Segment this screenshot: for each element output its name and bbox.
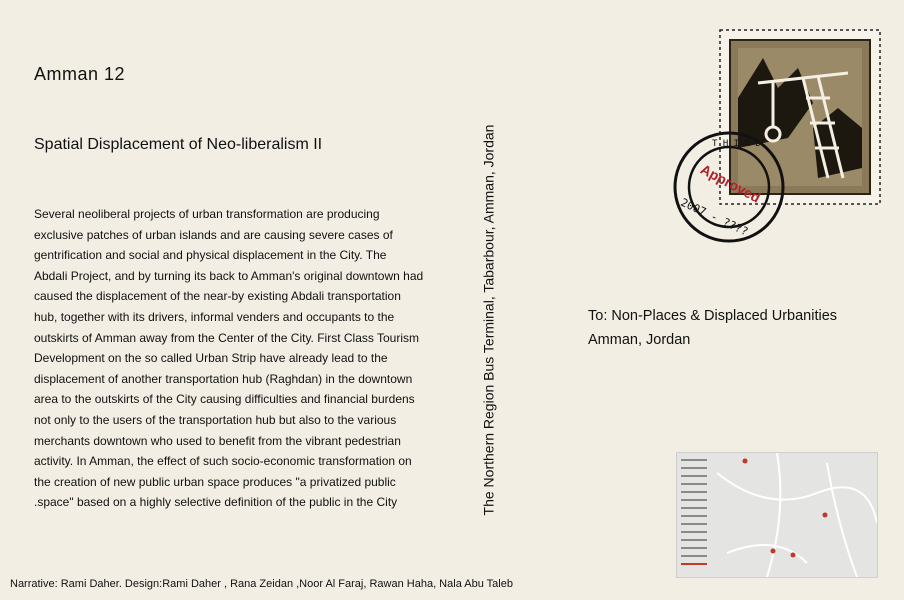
narrative-line: caused the displacement of the near-by existing Abdali transportation — [34, 289, 401, 304]
narrative-line: .space" based on a highly selective definition of the public in the City — [34, 495, 398, 510]
narrative-line: displacement of another transportation hub (Raghdan) in the downtown — [34, 371, 413, 386]
narrative-line: not only to the users of the transportation hub but also to the various — [34, 412, 397, 427]
address-line-2: Amman, Jordan — [588, 332, 691, 348]
narrative-line: Several neoliberal projects of urban transformation are producing — [34, 207, 380, 221]
narrative-line: Development on the so called Urban Strip have already lead to the — [34, 351, 388, 366]
postmark-top-text: T H I R D — [712, 139, 761, 149]
location-map — [676, 452, 878, 578]
narrative-text — [34, 204, 454, 513]
page-title: Amman 12 — [34, 64, 126, 84]
approved-label: Approved — [697, 160, 764, 206]
narrative-line: Abdali Project, and by turning its back to Amman's original downtown had — [34, 268, 424, 283]
postmark-stamp — [670, 128, 788, 246]
narrative-line: area to the outskirts of the City causing difficulties and financial burdens — [34, 392, 415, 407]
postmark-date-text: 2007 - ???? — [678, 195, 751, 239]
narrative-line: outskirts of Amman away from the Center of the City. First Class Tourism — [34, 330, 420, 345]
narrative-line: activity. In Amman, the effect of such socio-economic transformation on — [34, 454, 412, 469]
narrative-line: the creation of new public urban space produces "a privatized public — [34, 474, 396, 489]
map-graphic — [677, 453, 877, 577]
narrative-line: hub, together with its drivers, informal venders and occupants to the — [34, 309, 395, 324]
address-block — [588, 304, 837, 352]
credits-line: Narrative: Rami Daher. Design:Rami Daher , Rana Zeidan ,Noor Al Faraj, Rawan Haha, Nala Abu Taleb — [10, 578, 513, 590]
vertical-location-label: The Northern Region Bus Terminal, Tabarbour, Amman, Jordan — [480, 124, 497, 516]
narrative-line: gentrification and social and physical displacement in the City. The — [34, 248, 387, 263]
page-subtitle: Spatial Displacement of Neo-liberalism II — [34, 136, 323, 153]
narrative-line: exclusive patches of urban islands and are causing severe cases of — [34, 227, 393, 242]
vertical-location-label-wrap — [478, 70, 498, 570]
address-line-1: To: Non-Places & Displaced Urbanities — [588, 308, 838, 324]
narrative-line: merchants downtown who used to benefit from the vibrant pedestrian — [34, 433, 401, 448]
